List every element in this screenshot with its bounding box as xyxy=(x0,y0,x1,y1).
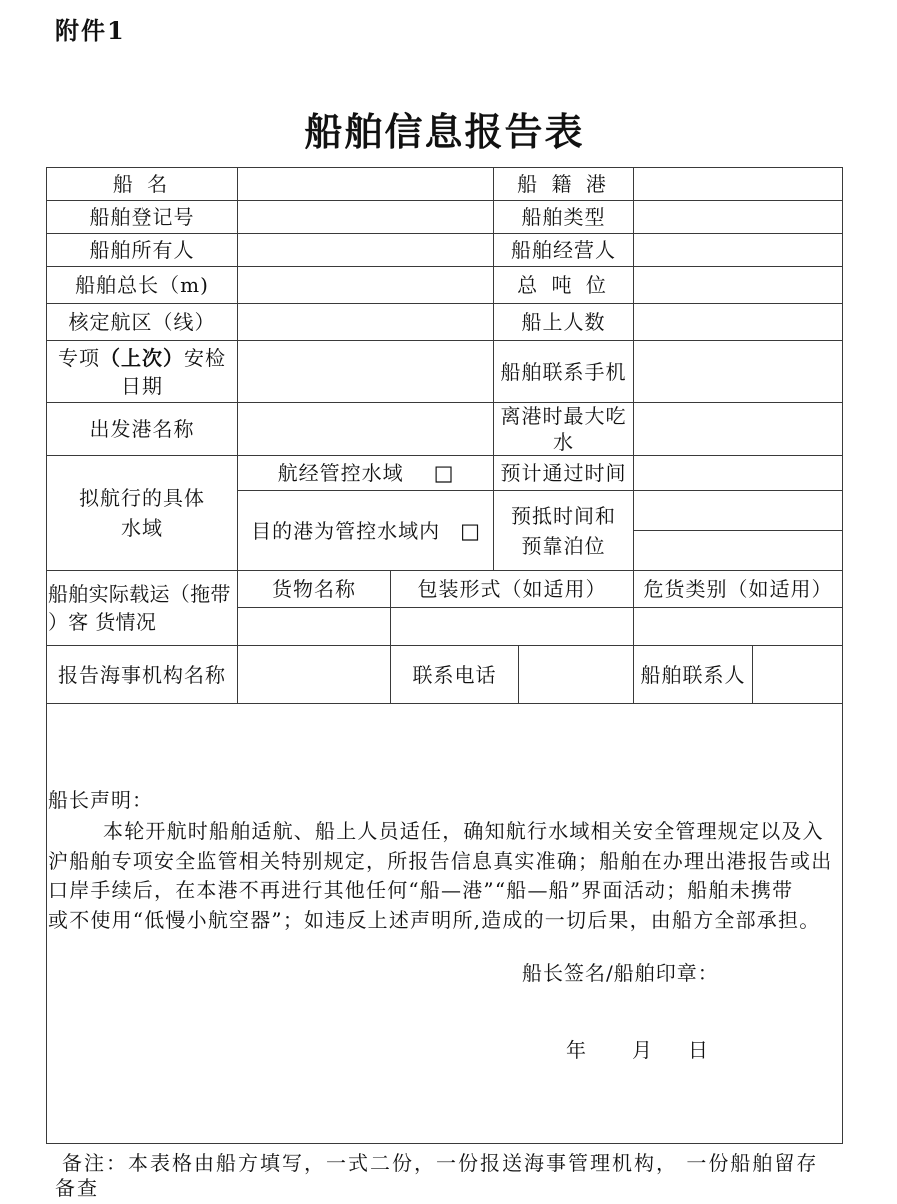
inspection-date-line2: 日期 xyxy=(121,373,163,398)
label-persons-on-board: 船上人数 xyxy=(493,303,634,341)
label-owner: 船舶所有人 xyxy=(46,233,238,267)
inspection-date-prefix: 专项 xyxy=(58,345,100,370)
declaration-line: 口岸手续后，在本港不再进行其他任何“船—港”“船—船”界面活动；船舶未携带 xyxy=(48,878,794,902)
field-msa-name[interactable] xyxy=(237,645,391,704)
note-line1: 备注：本表格由船方填写，一式二份，一份报送海事管理机构， 一份船舶留存 xyxy=(62,1151,819,1175)
date-day: 日 xyxy=(688,1038,709,1062)
destination-controlled-label: 目的港为管控水域内 xyxy=(251,518,441,543)
label-ship-name: 船 名 xyxy=(46,167,238,201)
label-eta-berth xyxy=(493,490,634,571)
field-dangerous-goods-class[interactable] xyxy=(633,607,843,646)
eta-berth-line2: 预靠泊位 xyxy=(521,533,606,558)
signature-label: 船长签名/船舶印章： xyxy=(522,961,719,985)
field-ship-name[interactable] xyxy=(237,167,494,201)
label-registration-no: 船舶登记号 xyxy=(46,200,238,234)
attachment-label: 附件1 xyxy=(55,16,126,45)
label-cargo-situation xyxy=(46,570,238,646)
eta-berth-line1: 预抵时间和 xyxy=(511,503,616,528)
cargo-label-line1: 船舶实际载运（拖带 xyxy=(48,582,231,606)
max-draft-line1: 离港时最大吃 xyxy=(500,404,627,428)
label-operator: 船舶经营人 xyxy=(493,233,634,267)
field-port-of-registry[interactable] xyxy=(633,167,843,201)
form-title: 船舶信息报告表 xyxy=(304,109,585,154)
declaration-text xyxy=(48,817,832,935)
option-destination-controlled xyxy=(237,490,494,571)
declaration-line: 或不使用“低慢小航空器”；如违反上述声明所,造成的一切后果，由船方全部承担。 xyxy=(48,907,821,932)
declaration-heading: 船长声明： xyxy=(48,788,153,812)
label-transit-time: 预计通过时间 xyxy=(493,455,634,491)
field-operator[interactable] xyxy=(633,233,843,267)
field-eta[interactable] xyxy=(633,490,843,531)
checkbox-via-controlled-waters[interactable]: □ xyxy=(433,461,454,485)
field-ship-type[interactable] xyxy=(633,200,843,234)
label-gross-tonnage: 总 吨 位 xyxy=(493,266,634,304)
field-cargo-name[interactable] xyxy=(237,607,391,646)
column-cargo-name: 货物名称 xyxy=(237,570,391,608)
field-packaging[interactable] xyxy=(390,607,634,646)
label-departure-port: 出发港名称 xyxy=(46,402,238,456)
option-via-controlled-waters xyxy=(237,455,494,491)
label-contact-phone: 联系电话 xyxy=(390,645,519,704)
field-gross-tonnage[interactable] xyxy=(633,266,843,304)
label-msa-name: 报告海事机构名称 xyxy=(46,645,238,704)
label-port-of-registry: 船 籍 港 xyxy=(493,167,634,201)
field-persons-on-board[interactable] xyxy=(633,303,843,341)
checkbox-destination-controlled[interactable]: □ xyxy=(460,518,480,543)
field-max-draft[interactable] xyxy=(633,402,843,456)
label-approved-area: 核定航区（线） xyxy=(46,303,238,341)
declaration-line: 沪船舶专项安全监管相关特别规定，所报告信息真实准确；船舶在办理出港报告或出 xyxy=(48,848,833,873)
label-inspection-date xyxy=(46,340,238,403)
column-packaging: 包装形式（如适用） xyxy=(390,570,634,608)
field-approved-area[interactable] xyxy=(237,303,494,341)
date-year: 年 xyxy=(566,1038,587,1062)
intended-waters-line1: 拟航行的具体 xyxy=(79,486,205,510)
label-ship-contact: 船舶联系人 xyxy=(633,645,753,704)
inspection-date-emphasis: （上次） xyxy=(100,345,184,370)
field-contact-phone[interactable] xyxy=(518,645,634,704)
field-overall-length[interactable] xyxy=(237,266,494,304)
via-controlled-waters-label: 航经管控水域 xyxy=(277,461,404,485)
note-line2: 备查 xyxy=(55,1176,99,1200)
field-berth[interactable] xyxy=(633,530,843,571)
date-month: 月 xyxy=(632,1038,653,1062)
label-max-draft xyxy=(493,402,634,456)
inspection-date-suffix: 安检 xyxy=(184,345,226,370)
field-transit-time[interactable] xyxy=(633,455,843,491)
declaration-section xyxy=(46,703,843,1144)
label-ship-type: 船舶类型 xyxy=(493,200,634,234)
field-inspection-date[interactable] xyxy=(237,340,494,403)
field-contact-mobile[interactable] xyxy=(633,340,843,403)
inspection-date-line1 xyxy=(58,344,226,372)
max-draft-line2: 水 xyxy=(553,430,574,454)
field-owner[interactable] xyxy=(237,233,494,267)
label-overall-length: 船舶总长（m) xyxy=(46,266,238,304)
label-intended-waters xyxy=(46,455,238,571)
field-departure-port[interactable] xyxy=(237,402,494,456)
field-registration-no[interactable] xyxy=(237,200,494,234)
intended-waters-line2: 水域 xyxy=(121,516,163,540)
label-contact-mobile: 船舶联系手机 xyxy=(493,340,634,403)
declaration-line: 本轮开航时船舶适航、船上人员适任，确知航行水域相关安全管理规定以及入 xyxy=(103,819,824,843)
field-ship-contact[interactable] xyxy=(752,645,843,704)
column-dangerous-goods-class: 危货类别（如适用） xyxy=(633,570,843,608)
cargo-label-line2: ）客 货情况 xyxy=(48,610,157,634)
